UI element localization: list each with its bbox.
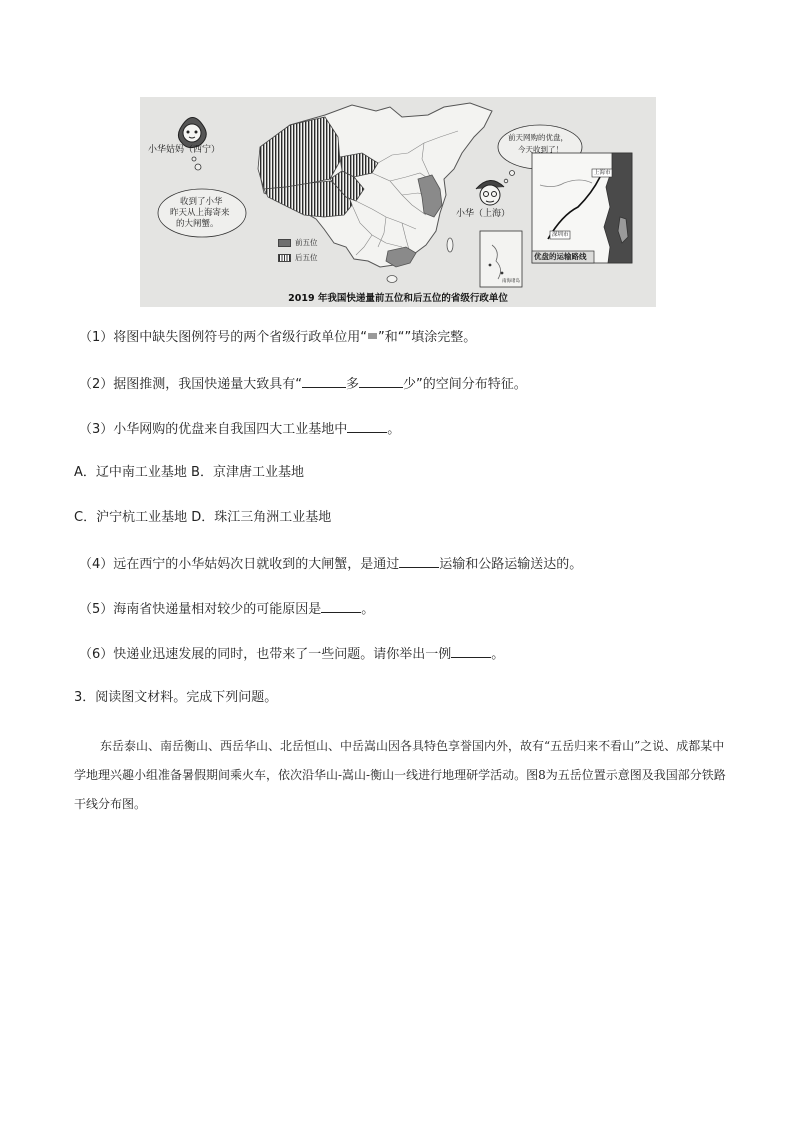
aunt-label: 小华姑妈（西宁） xyxy=(148,145,221,155)
legend-top-five xyxy=(278,237,318,248)
legend-top-five-label: 前五位 xyxy=(295,238,318,247)
hainan-island xyxy=(387,276,397,283)
answer-blank-3[interactable] xyxy=(347,419,387,433)
answer-blank-5[interactable] xyxy=(321,599,361,613)
option-a-b: A．辽中南工业基地 B．京津唐工业基地 xyxy=(74,465,304,480)
legend-solid-swatch xyxy=(278,239,291,247)
question-3: （3）小华网购的优盘来自我国四大工业基地中 。 xyxy=(79,419,400,439)
legend-stripe-swatch xyxy=(278,254,291,262)
answer-blank-4[interactable] xyxy=(399,554,439,568)
legend-bottom-five-label: 后五位 xyxy=(295,253,318,262)
answer-blank-2b[interactable] xyxy=(359,374,403,388)
aunt-bubble-line-3: 的大闸蟹。 xyxy=(176,219,219,229)
taiwan-island xyxy=(447,238,453,252)
grey-square-icon xyxy=(368,333,377,339)
xiaohua-cartoon xyxy=(476,180,504,205)
aunt-bubble-line-2: 昨天从上海寄来 xyxy=(170,208,230,218)
question-3-heading: 3．阅读图文材料。完成下列问题。 xyxy=(74,690,278,705)
islands-label: 南海诸岛 xyxy=(502,279,520,284)
express-map-figure xyxy=(140,97,656,307)
xiaohua-label: 小华（上海） xyxy=(456,209,511,219)
xiaohua-bubble-line-1: 前天网购的优盘， xyxy=(508,133,568,142)
route-caption: 优盘的运输路线 xyxy=(534,252,587,261)
question-2: （2）据图推测，我国快递量大致具有“ 多 少”的空间分布特征。 xyxy=(79,374,527,394)
aunt-bubble-line-1: 收到了小华 xyxy=(180,197,223,207)
question-6: （6）快递业迅速发展的同时，也带来了一些问题。请你举出一例 。 xyxy=(79,644,504,664)
xiaohua-bubble-line-2: 今天收到了！ xyxy=(518,145,563,154)
inset-shanghai-label: 上海市 xyxy=(594,170,611,176)
figure-caption: 2019 年我国快递量前五位和后五位的省级行政单位 xyxy=(288,293,508,304)
route-inset xyxy=(532,153,632,263)
option-c-d: C．沪宁杭工业基地 D．珠江三角洲工业基地 xyxy=(74,510,332,525)
question-4: （4）远在西宁的小华姑妈次日就收到的大闸蟹，是通过 运输和公路运输送达的。 xyxy=(79,554,582,574)
legend-bottom-five xyxy=(278,252,318,263)
answer-blank-2a[interactable] xyxy=(302,374,346,388)
inset-shenzhen-label: 深圳市 xyxy=(552,232,569,238)
question-5: （5）海南省快递量相对较少的可能原因是 。 xyxy=(79,599,374,619)
answer-blank-6[interactable] xyxy=(451,644,491,658)
aunt-cartoon xyxy=(178,117,206,147)
question-1: （1）将图中缺失图例符号的两个省级行政单位用“ ”和“”填涂完整。 xyxy=(79,330,477,345)
xinjiang-region xyxy=(258,117,340,189)
reading-passage: 东岳泰山、南岳衡山、西岳华山、北岳恒山、中岳嵩山因各具特色享誉国内外，故有“五岳归来不看山”之说、成都某中学地理兴趣小组准备暑假期间乘火车，依次沿华山-嵩山-衡山一线进行地理研学活动。图8为五岳位置示意图及我国部分铁路干线分布图。 xyxy=(74,739,726,811)
